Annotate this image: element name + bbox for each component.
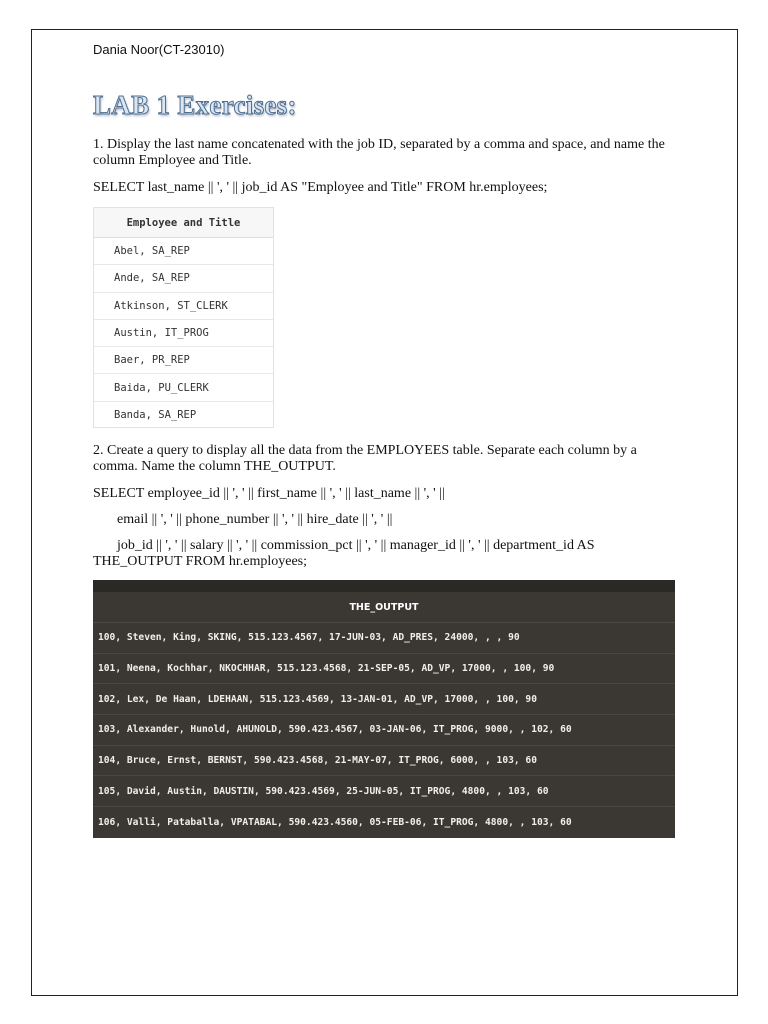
author-name: Dania Noor(CT-23010) <box>93 42 225 57</box>
result-table-1-header: Employee and Title <box>94 208 273 238</box>
result-table-2 <box>93 580 675 838</box>
table-row: 105, David, Austin, DAUSTIN, 590.423.4569, 25-JUN-05, IT_PROG, 4800, , 103, 60 <box>93 776 675 807</box>
question-1-text: 1. Display the last name concatenated with the job ID, separated by a comma and space, and name the column Employee and Title. <box>93 137 665 168</box>
question-2-text: 2. Create a query to display all the data from the EMPLOYEES table. Separate each column by a comma. Name the column THE_OUTPUT. <box>93 443 637 474</box>
table-row: Abel, SA_REP <box>94 238 273 265</box>
table-row: Baida, PU_CLERK <box>94 374 273 401</box>
table-row: 104, Bruce, Ernst, BERNST, 590.423.4568, 21-MAY-07, IT_PROG, 6000, , 103, 60 <box>93 746 675 777</box>
page-title: LAB 1 Exercises: <box>93 90 297 120</box>
result-table-2-top-strip <box>93 580 675 592</box>
result-table-1 <box>93 207 274 428</box>
result-table-2-header: THE_OUTPUT <box>93 592 675 623</box>
question-2-sql-line-3: job_id || ', ' || salary || ', ' || commission_pct || ', ' || manager_id || ', ' || department_id AS THE_OUTPUT FROM hr.employees; <box>93 538 595 569</box>
table-row: Banda, SA_REP <box>114 409 197 422</box>
table-row: 100, Steven, King, SKING, 515.123.4567, 17-JUN-03, AD_PRES, 24000, , , 90 <box>93 623 675 654</box>
table-row: Baer, PR_REP <box>94 347 273 374</box>
table-row: Austin, IT_PROG <box>94 320 273 347</box>
table-row: Atkinson, ST_CLERK <box>94 293 273 320</box>
table-row: 106, Valli, Pataballa, VPATABAL, 590.423.4560, 05-FEB-06, IT_PROG, 4800, , 103, 60 <box>98 816 572 828</box>
table-row: Ande, SA_REP <box>94 265 273 292</box>
table-row: 102, Lex, De Haan, LDEHAAN, 515.123.4569, 13-JAN-01, AD_VP, 17000, , 100, 90 <box>93 684 675 715</box>
table-row: 101, Neena, Kochhar, NKOCHHAR, 515.123.4568, 21-SEP-05, AD_VP, 17000, , 100, 90 <box>93 654 675 685</box>
question-1-sql: SELECT last_name || ', ' || job_id AS "Employee and Title" FROM hr.employees; <box>93 180 548 195</box>
table-row: 103, Alexander, Hunold, AHUNOLD, 590.423.4567, 03-JAN-06, IT_PROG, 9000, , 102, 60 <box>93 715 675 746</box>
question-2-sql-line-2: email || ', ' || phone_number || ', ' || hire_date || ', ' || <box>117 512 393 527</box>
question-2-sql-line-1: SELECT employee_id || ', ' || first_name || ', ' || last_name || ', ' || <box>93 486 445 501</box>
